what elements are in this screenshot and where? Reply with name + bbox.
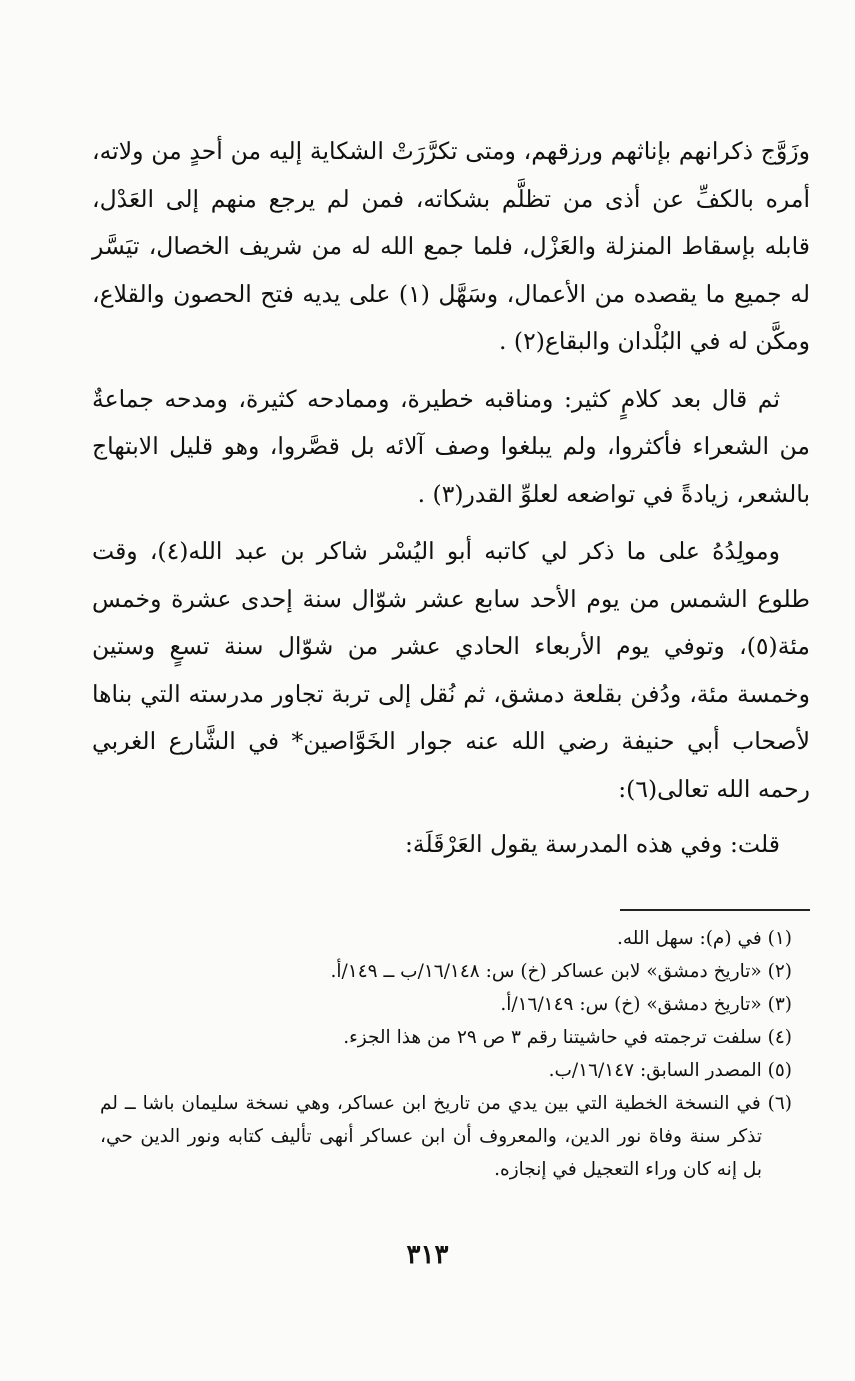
main-text — [92, 128, 810, 869]
paragraph-2: ثم قال بعد كلامٍ كثير: ومناقبه خطيرة، وممادحه كثيرة، ومدحه جماعةٌ من الشعراء فأكثروا، ولم يبلغوا وصف آلائه بل قصَّروا، وهو قليل الابتهاج بالشعر، زيادةً في تواضعه لعلوِّ القدر(٣) . — [92, 384, 810, 508]
footnote-4: (٤) سلفت ترجمته في حاشيتنا رقم ٣ ص ٢٩ من هذا الجزء. — [343, 1027, 792, 1048]
page-number: ٣١٣ — [406, 1240, 449, 1270]
footnote-5: (٥) المصدر السابق: ١٦/١٤٧/ب. — [548, 1060, 792, 1081]
paragraph-4: قلت: وفي هذه المدرسة يقول العَرْقَلَة: — [405, 830, 780, 858]
footnote-6: (٦) في النسخة الخطية التي بين يدي من تاريخ ابن عساكر، وهي نسخة سليمان باشا ــ لم تذكر سنة وفاة نور الدين، والمعروف أن ابن عساكر أنهى تأليف كتابه ونور الدين حي، بل إنه كان وراء التعجيل في إنجازه. — [100, 1093, 792, 1180]
footnote-2: (٢) «تاريخ دمشق» لابن عساكر (خ) س: ١٦/١٤٨/ب ــ ١٤٩/أ. — [330, 961, 792, 982]
footnote-divider — [620, 909, 810, 911]
footnote-1: (١) في (م): سهل الله. — [616, 928, 792, 949]
footnotes — [100, 922, 792, 1186]
footnote-3: (٣) «تاريخ دمشق» (خ) س: ١٦/١٤٩/أ. — [500, 994, 792, 1015]
paragraph-1: وزَوَّج ذكرانهم بإناثهم ورزقهم، ومتى تكرَّرَتْ الشكاية إليه من أحدٍ من ولاته، أمره بالكفِّ عن أذى من تظلَّم بشكاته، فمن لم يرجع منهم إلى العَدْل، قابله بإسقاط المنزلة والعَزْل، فلما جمع الله له من شريف الخصال، تيَسَّر له جميع ما يقصده من الأعمال، وسَهَّل (١) على يديه فتح الحصون والقلاع، ومكَّن له في البُلْدان والبقاع(٢) . — [92, 137, 810, 355]
paragraph-3: ومولِدُهُ على ما ذكر لي كاتبه أبو اليُسْر شاكر بن عبد الله(٤)، وقت طلوع الشمس من يوم الأحد سابع عشر شوّال سنة إحدى عشرة وخمس مئة(٥)، وتوفي يوم الأربعاء الحادي عشر من شوّال سنة تسعٍ وستين وخمسة مئة، ودُفن بقلعة دمشق، ثم نُقل إلى تربة تجاور مدرسته التي بناها لأصحاب أبي حنيفة رضي الله عنه جوار الخَوَّاصين* في الشَّارع الغربي رحمه الله تعالى(٦): — [92, 537, 810, 803]
